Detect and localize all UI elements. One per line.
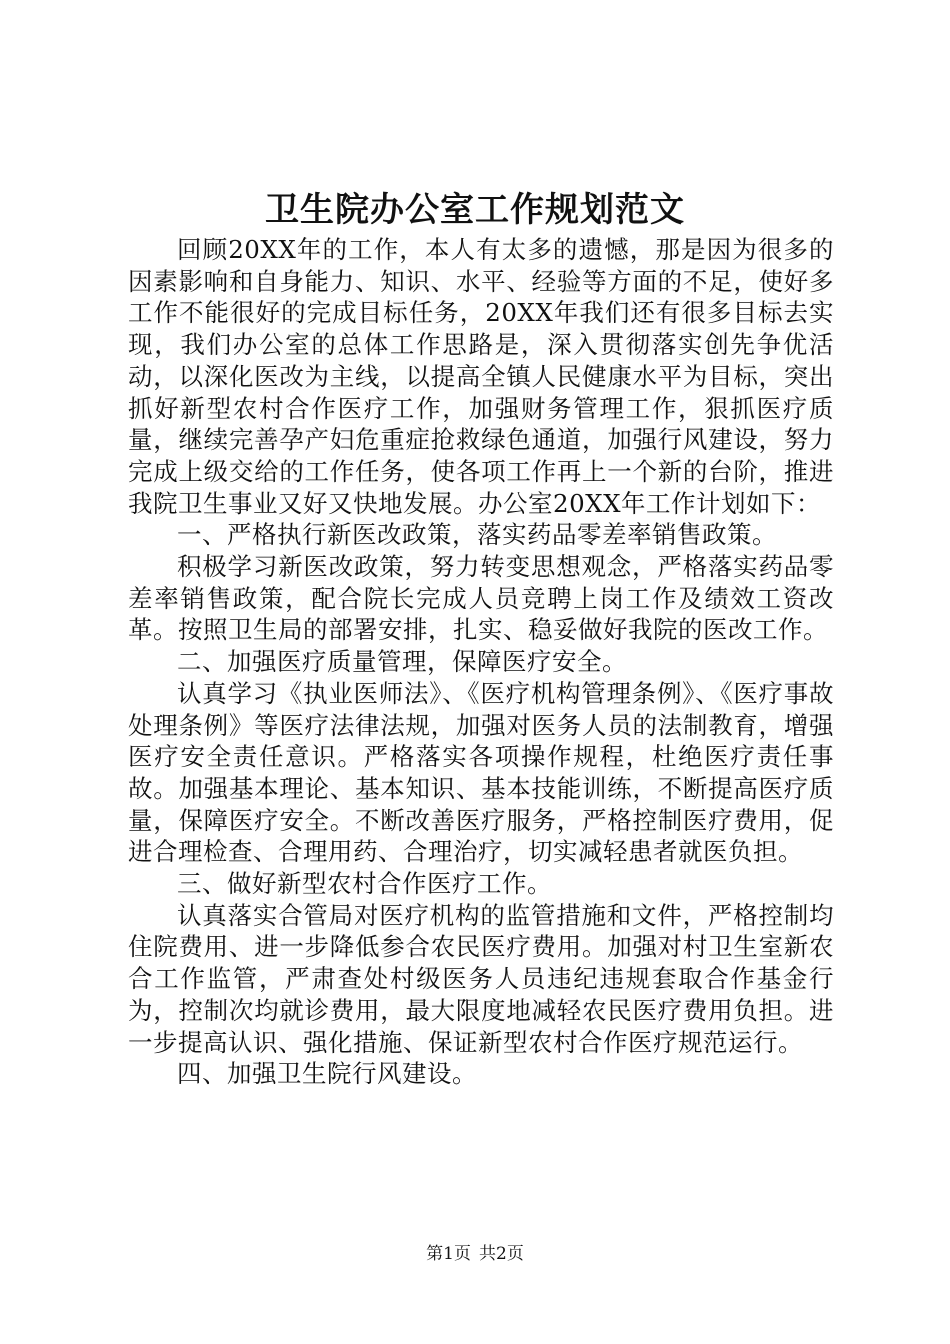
document-body bbox=[128, 234, 834, 1090]
section-heading-1: 一、严格执行新医改政策，落实药品零差率销售政策。 bbox=[177, 520, 777, 550]
section-heading-4: 四、加强卫生院行风建设。 bbox=[177, 1059, 477, 1089]
section-heading-2: 二、加强医疗质量管理，保障医疗安全。 bbox=[177, 647, 627, 677]
page-footer bbox=[0, 1242, 950, 1266]
page-total: 共2页 bbox=[479, 1244, 524, 1264]
document-title: 卫生院办公室工作规划范文 bbox=[265, 190, 685, 230]
paragraph-section-2: 认真学习《执业医师法》、《医疗机构管理条例》、《医疗事故处理条例》等医疗法律法规，加强对医务人员的法制教育，增强医疗安全责任意识。严格落实各项操作规程，杜绝医疗责任事故。加强基本理论、基本知识、基本技能训练，不断提高医疗质量，保障医疗安全。不断改善医疗服务，严格控制医疗费用，促进合理检查、合理用药、合理治疗，切实减轻患者就医负担。 bbox=[128, 678, 834, 867]
paragraph-section-1: 积极学习新医改政策，努力转变思想观念，严格落实药品零差率销售政策，配合院长完成人员竞聘上岗工作及绩效工资改革。按照卫生局的部署安排，扎实、稳妥做好我院的医改工作。 bbox=[128, 552, 834, 645]
section-heading-3: 三、做好新型农村合作医疗工作。 bbox=[177, 869, 552, 899]
paragraph-intro: 回顾20XX年的工作，本人有太多的遗憾，那是因为很多的因素影响和自身能力、知识、水平、经验等方面的不足，使好多工作不能很好的完成目标任务，20XX年我们还有很多目标去实现，我们办公室的总体工作思路是，深入贯彻落实创先争优活动，以深化医改为主线，以提高全镇人民健康水平为目标，突出抓好新型农村合作医疗工作，加强财务管理工作，狠抓医疗质量，继续完善孕产妇危重症抢救绿色通道，加强行风建设，努力完成上级交给的工作任务，使各项工作再上一个新的台阶，推进我院卫生事业又好又快地发展。办公室20XX年工作计划如下： bbox=[128, 235, 834, 518]
paragraph-section-3: 认真落实合管局对医疗机构的监管措施和文件，严格控制均住院费用、进一步降低参合农民医疗费用。加强对村卫生室新农合工作监管，严肃查处村级医务人员违纪违规套取合作基金行为，控制次均就诊费用，最大限度地减轻农民医疗费用负担。进一步提高认识、强化措施、保证新型农村合作医疗规范运行。 bbox=[128, 900, 834, 1057]
page-number: 第1页 bbox=[426, 1244, 471, 1264]
